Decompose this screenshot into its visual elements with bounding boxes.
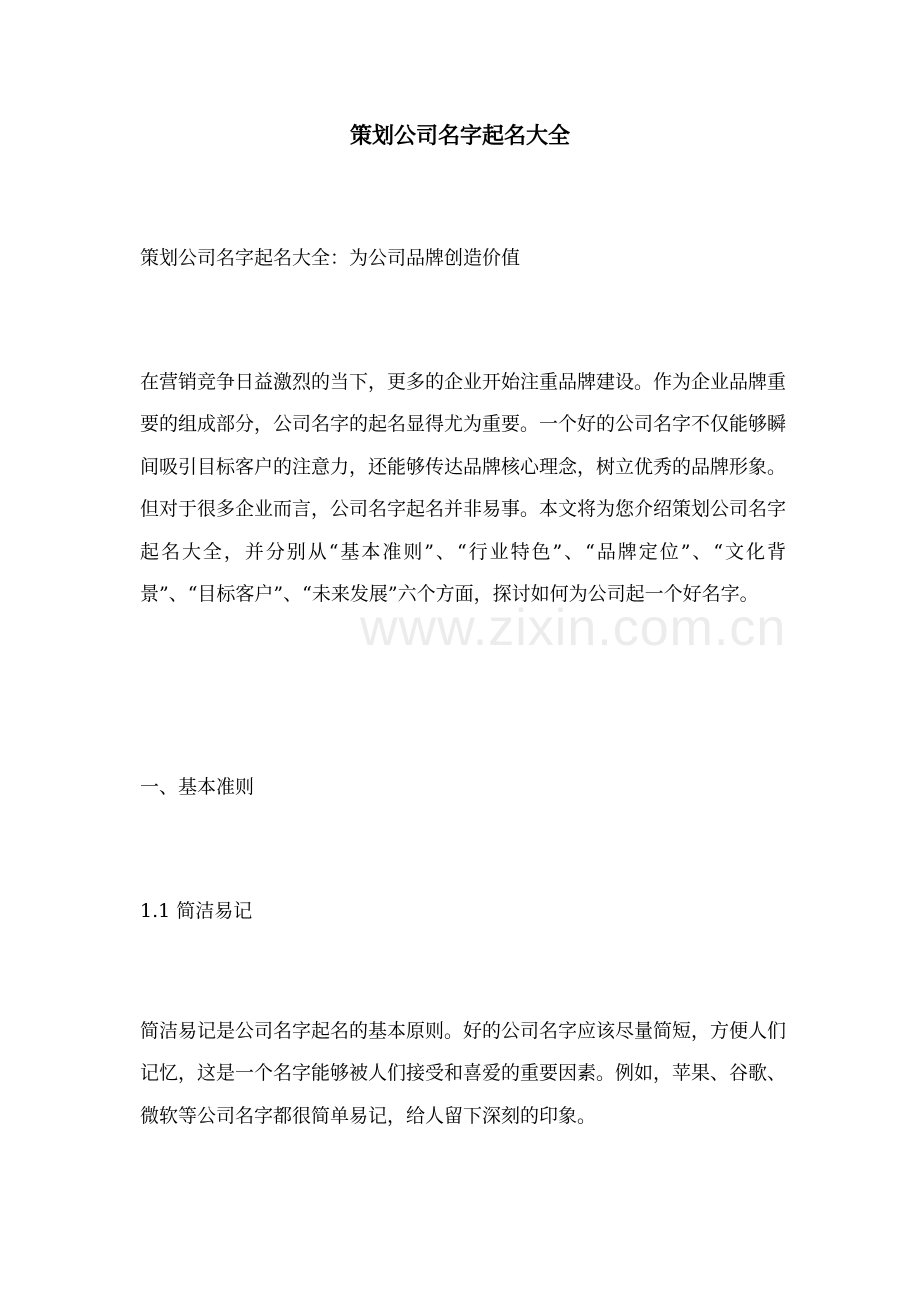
watermark: www.zixin.com.cn (360, 599, 787, 657)
intro-paragraph: 在营销竞争日益激烈的当下，更多的企业开始注重品牌建设。作为企业品牌重要的组成部分，公司名字的起名显得尤为重要。一个好的公司名字不仅能够瞬间吸引目标客户的注意力，还能够传达品牌核心理念，树立优秀的品牌形象。但对于很多企业而言，公司名字起名并非易事。本文将为您介绍策划公司名字起名大全，并分别从“基本准则”、“行业特色”、“品牌定位”、“文化背景”、“目标客户”、“未来发展”六个方面，探讨如何为公司起一个好名字。 (140, 371, 787, 606)
subsection-paragraph-concise: 简洁易记是公司名字起名的基本原则。好的公司名字应该尽量简短，方便人们记忆，这是一个名字能够被人们接受和喜爱的重要因素。例如，苹果、谷歌、微软等公司名字都很简单易记，给人留下深刻的印象。 (140, 1020, 787, 1127)
document-subtitle: 策划公司名字起名大全：为公司品牌创造价值 (140, 247, 521, 269)
section-heading-basic-principles: 一、基本准则 (140, 776, 255, 798)
subsection-heading-concise: 1.1 简洁易记 (140, 900, 253, 922)
document-title: 策划公司名字起名大全 (349, 123, 570, 149)
